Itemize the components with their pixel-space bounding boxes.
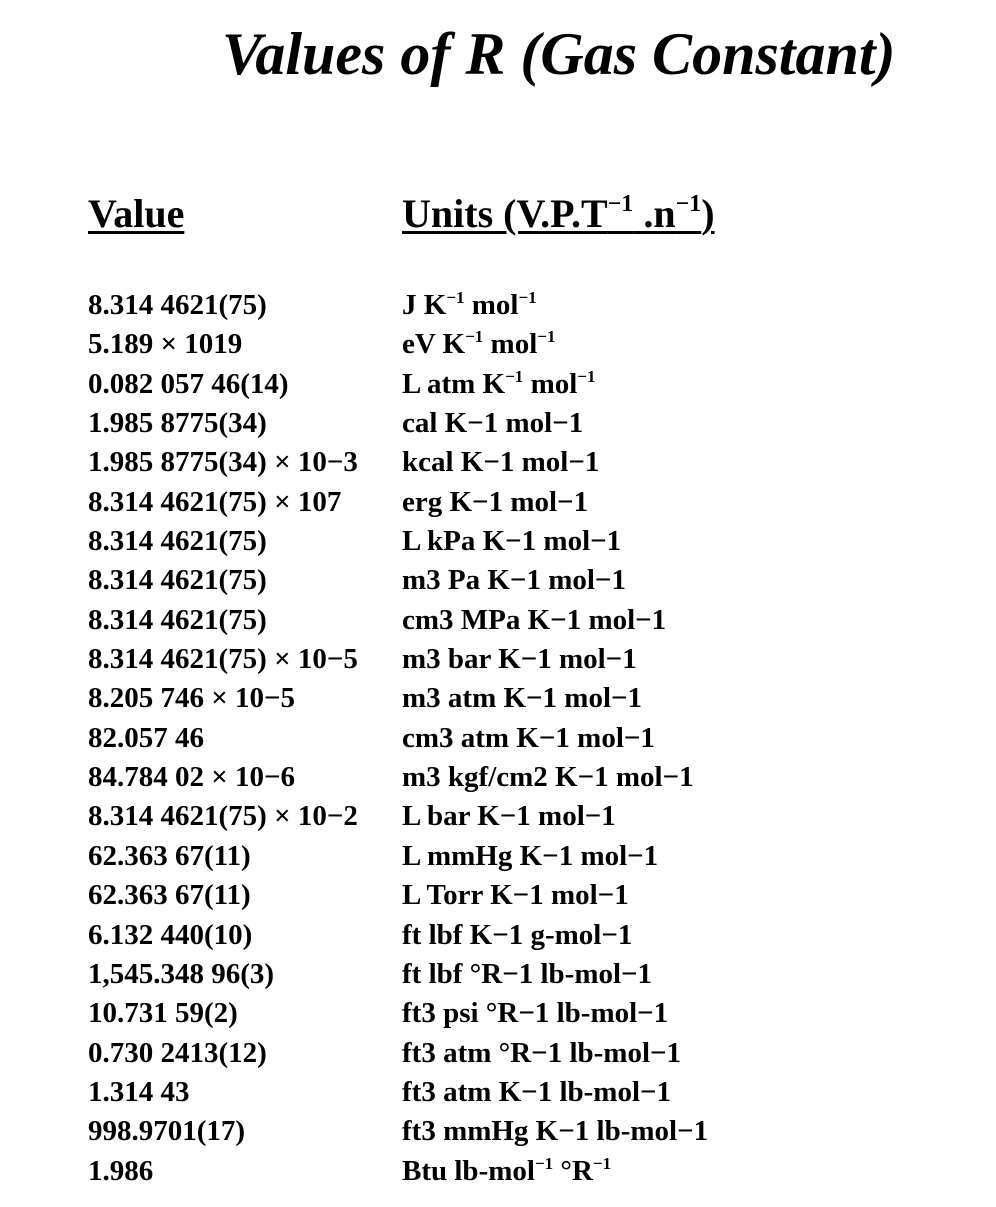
unit-cell: cm3 atm K−1 mol−1 xyxy=(402,721,655,754)
units-header-superscript: −1 xyxy=(607,191,634,217)
units-header-text: Units (V.P.T xyxy=(402,191,608,236)
value-cell: 1.985 8775(34) × 10−3 xyxy=(88,446,358,479)
value-cell: 1.314 43 xyxy=(88,1075,190,1108)
table-row xyxy=(0,561,996,600)
units-column-header xyxy=(402,190,715,238)
unit-text: eV K xyxy=(402,328,466,361)
table-row xyxy=(0,679,996,718)
value-cell: 8.314 4621(75) xyxy=(88,564,267,597)
table-row xyxy=(0,483,996,522)
value-cell: 8.314 4621(75) × 10−2 xyxy=(88,800,358,833)
unit-cell: m3 atm K−1 mol−1 xyxy=(402,682,643,715)
unit-cell: kcal K−1 mol−1 xyxy=(402,446,600,479)
unit-cell: cal K−1 mol−1 xyxy=(402,407,584,440)
value-cell: 1.986 xyxy=(88,1154,154,1187)
value-cell: 8.314 4621(75) × 107 xyxy=(88,485,342,518)
table-row xyxy=(0,522,996,561)
unit-cell: ft3 psi °R−1 lb-mol−1 xyxy=(402,997,669,1030)
unit-cell xyxy=(402,1152,611,1191)
table-row xyxy=(0,404,996,443)
table-row xyxy=(0,955,996,994)
units-header-text: ) xyxy=(701,191,715,236)
value-cell: 10.731 59(2) xyxy=(88,997,238,1030)
table-row xyxy=(0,797,996,836)
value-column-header: Value xyxy=(88,191,185,236)
value-cell: 5.189 × 1019 xyxy=(88,328,243,361)
unit-cell: ft3 atm °R−1 lb-mol−1 xyxy=(402,1036,682,1069)
unit-superscript: −1 xyxy=(592,1153,612,1173)
table-row xyxy=(0,1034,996,1073)
unit-cell: ft3 mmHg K−1 lb-mol−1 xyxy=(402,1115,709,1148)
unit-cell: ft lbf °R−1 lb-mol−1 xyxy=(402,957,653,990)
value-cell: 8.314 4621(75) xyxy=(88,525,267,558)
unit-cell: L bar K−1 mol−1 xyxy=(402,800,616,833)
unit-cell: m3 bar K−1 mol−1 xyxy=(402,643,637,676)
unit-text: °R xyxy=(553,1154,593,1187)
unit-cell xyxy=(402,325,555,364)
table-row xyxy=(0,1152,996,1191)
unit-cell: cm3 MPa K−1 mol−1 xyxy=(402,603,667,636)
unit-cell: L mmHg K−1 mol−1 xyxy=(402,839,659,872)
value-cell: 0.730 2413(12) xyxy=(88,1036,267,1069)
table-row xyxy=(0,837,996,876)
unit-text: Btu lb-mol xyxy=(402,1154,535,1187)
value-cell: 6.132 440(10) xyxy=(88,918,253,951)
table-row xyxy=(0,916,996,955)
unit-cell: m3 Pa K−1 mol−1 xyxy=(402,564,626,597)
unit-cell: L kPa K−1 mol−1 xyxy=(402,525,622,558)
value-cell: 1.985 8775(34) xyxy=(88,407,267,440)
unit-superscript: −1 xyxy=(505,366,524,386)
table-row xyxy=(0,719,996,758)
value-cell: 8.205 746 × 10−5 xyxy=(88,682,296,715)
unit-text: mol xyxy=(464,289,519,321)
value-cell: 62.363 67(11) xyxy=(88,839,251,872)
value-cell: 8.314 4621(75) × 10−5 xyxy=(88,643,358,676)
table-row xyxy=(0,876,996,915)
table-row xyxy=(0,758,996,797)
value-cell: 0.082 057 46(14) xyxy=(88,367,289,400)
value-cell: 8.314 4621(75) xyxy=(88,603,267,636)
value-cell: 82.057 46 xyxy=(88,721,204,754)
page-title: Values of R (Gas Constant) xyxy=(222,21,896,87)
unit-superscript: −1 xyxy=(518,288,537,307)
table-row xyxy=(0,601,996,640)
unit-cell: m3 kgf/cm2 K−1 mol−1 xyxy=(402,761,694,794)
value-cell: 998.9701(17) xyxy=(88,1115,246,1148)
unit-text: mol xyxy=(523,367,578,400)
unit-cell xyxy=(402,286,537,325)
value-cell: 62.363 67(11) xyxy=(88,879,251,912)
table-row xyxy=(0,365,996,404)
table-row xyxy=(0,286,996,325)
unit-cell: ft lbf K−1 g-mol−1 xyxy=(402,918,633,951)
unit-cell: erg K−1 mol−1 xyxy=(402,485,589,518)
unit-text: L atm K xyxy=(402,367,506,400)
unit-cell xyxy=(402,365,595,404)
gas-constant-table xyxy=(0,286,996,1191)
table-row xyxy=(0,994,996,1033)
unit-text: mol xyxy=(483,328,538,361)
unit-text: J K xyxy=(402,289,447,321)
table-row xyxy=(0,640,996,679)
table-row xyxy=(0,443,996,482)
value-cell: 84.784 02 × 10−6 xyxy=(88,761,296,794)
units-header-text: .n xyxy=(633,191,676,236)
table-row xyxy=(0,325,996,364)
unit-superscript: −1 xyxy=(534,1153,554,1173)
unit-superscript: −1 xyxy=(465,327,484,347)
unit-superscript: −1 xyxy=(577,366,596,386)
units-header-superscript: −1 xyxy=(675,191,702,217)
table-row xyxy=(0,1112,996,1151)
value-cell: 8.314 4621(75) xyxy=(88,289,267,321)
unit-cell: ft3 atm K−1 lb-mol−1 xyxy=(402,1075,672,1108)
table-row xyxy=(0,1073,996,1112)
unit-superscript: −1 xyxy=(446,288,465,307)
unit-superscript: −1 xyxy=(537,327,556,347)
value-cell: 1,545.348 96(3) xyxy=(88,957,275,990)
unit-cell: L Torr K−1 mol−1 xyxy=(402,879,629,912)
